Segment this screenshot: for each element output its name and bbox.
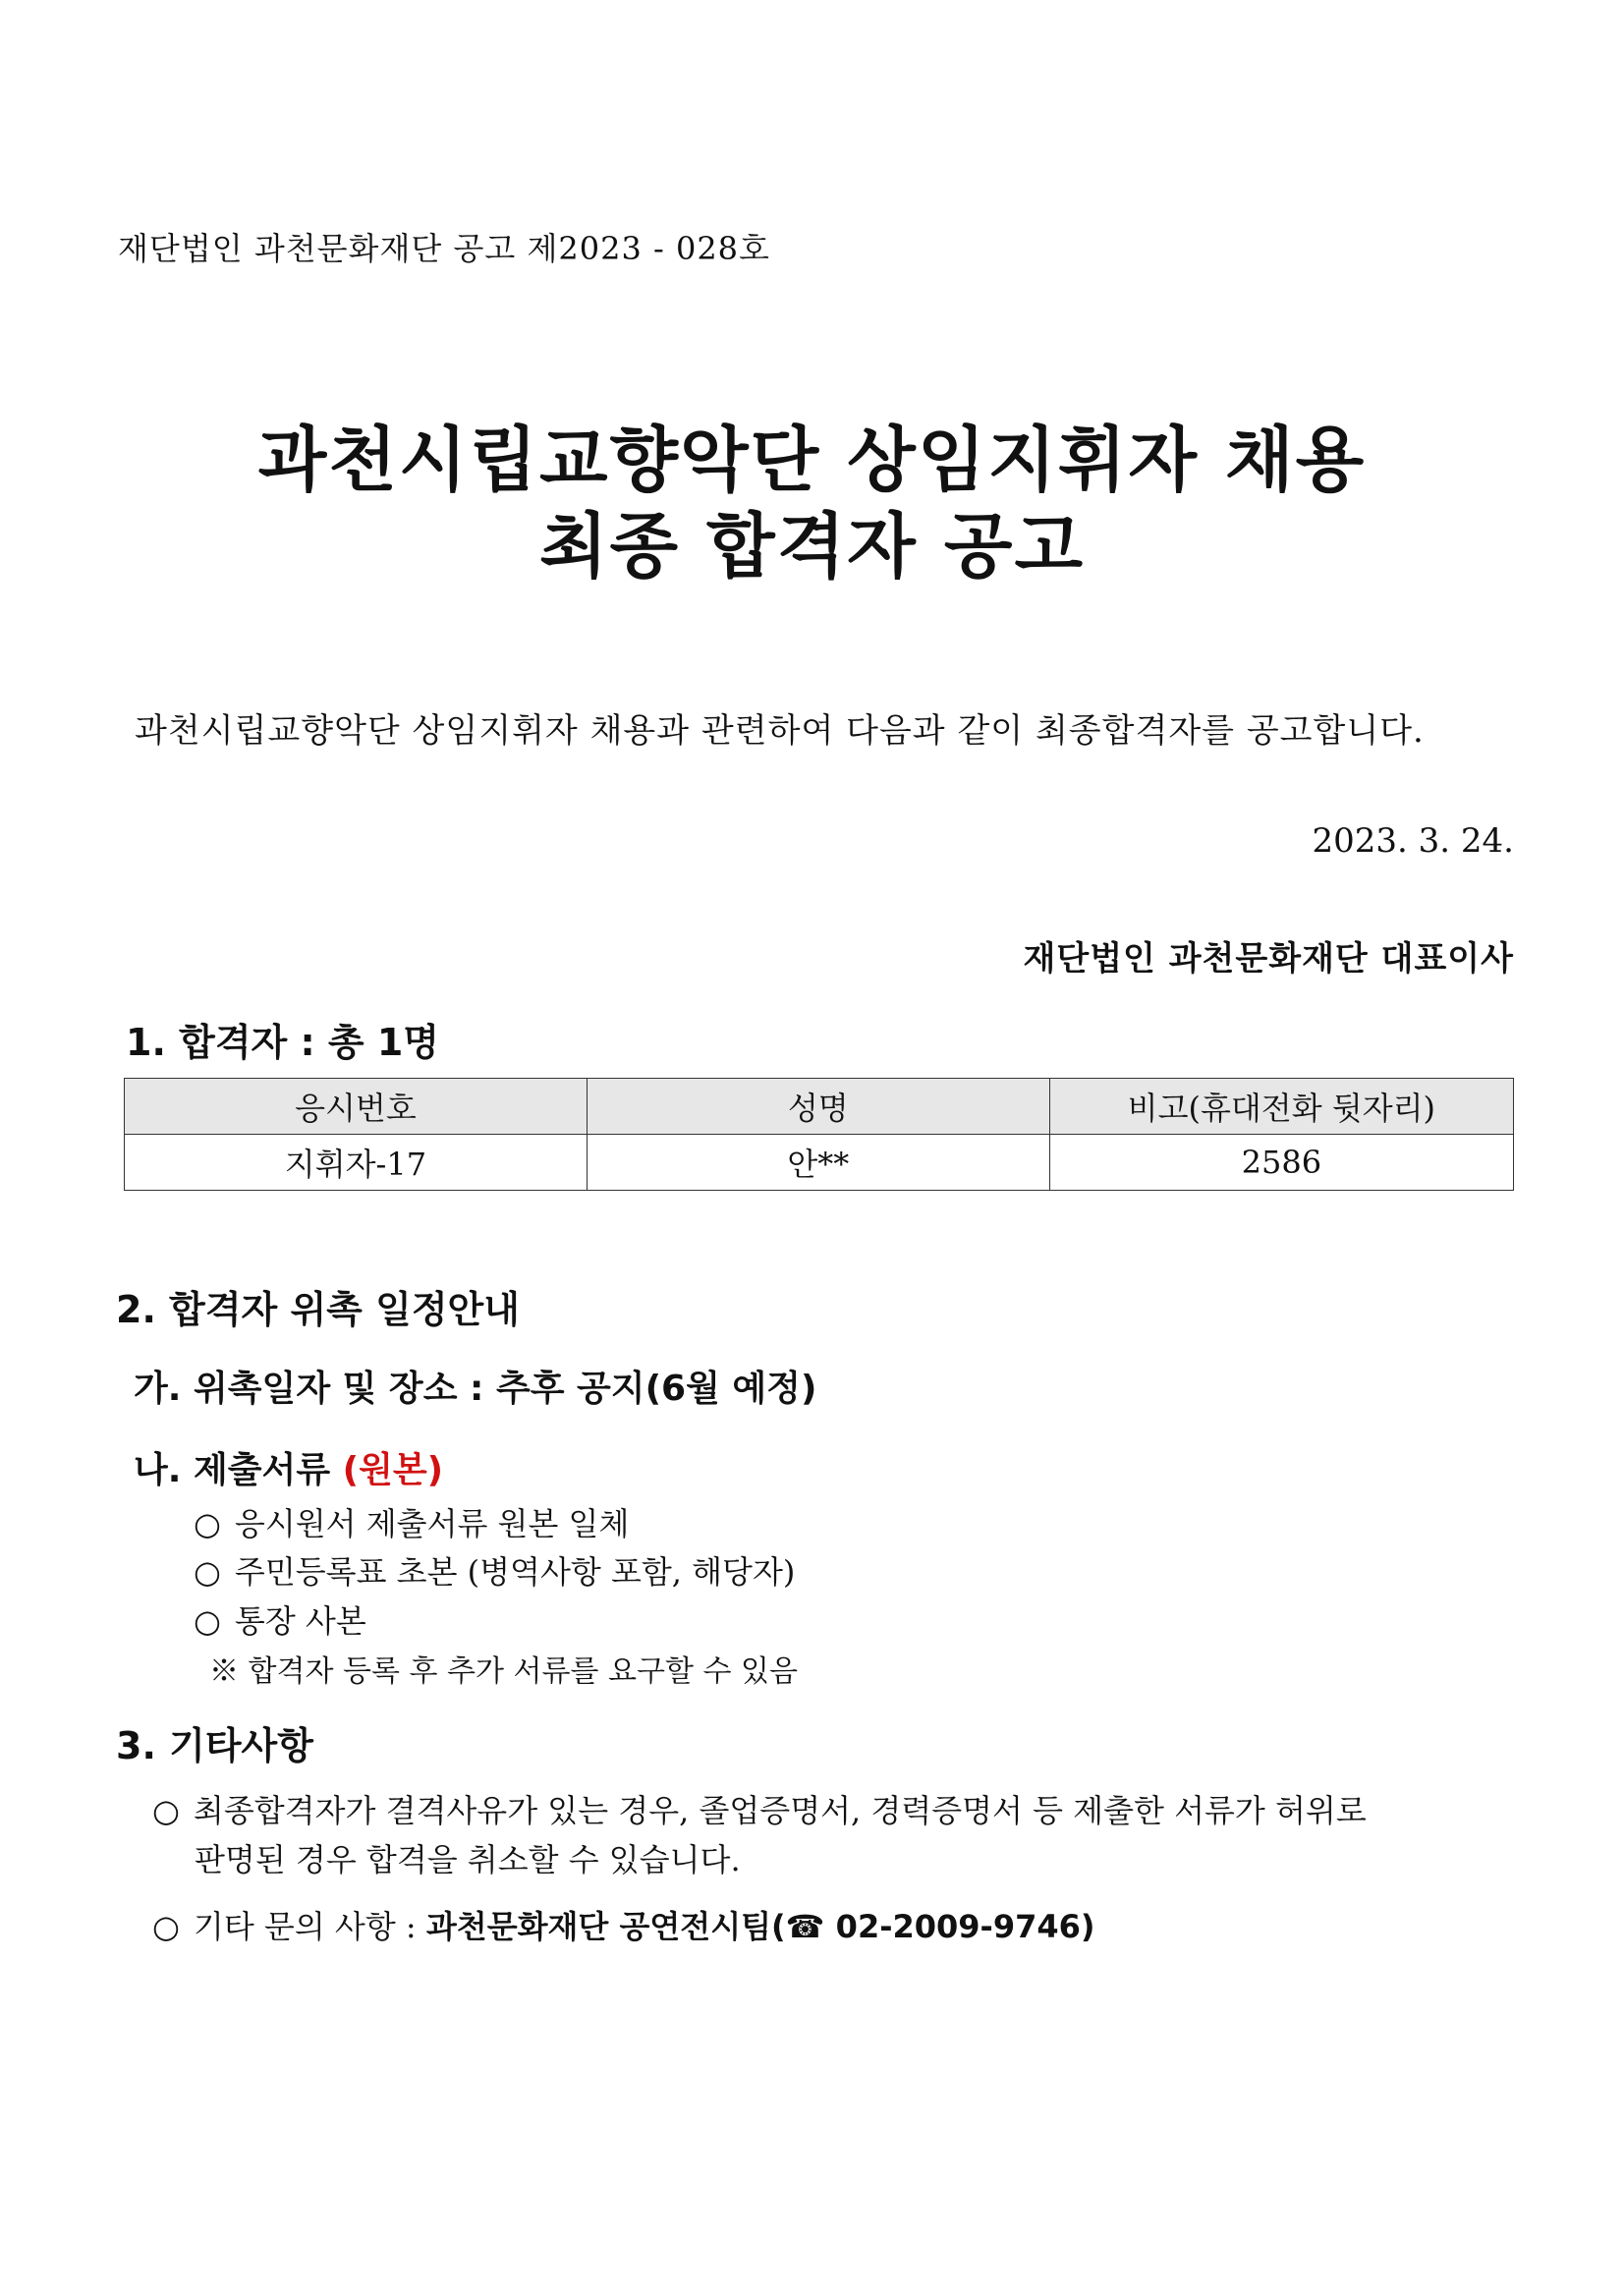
list-item-text: 응시원서 제출서류 원본 일체 xyxy=(234,1505,630,1542)
list-item-text: 주민등록표 초본 (병역사항 포함, 해당자) xyxy=(234,1553,796,1591)
circle-bullet-icon: ○ xyxy=(152,1792,180,1829)
list-item xyxy=(194,1596,366,1642)
list-item xyxy=(194,1499,629,1544)
subsection-na-label: 나. 제출서류 xyxy=(134,1450,343,1490)
circle-bullet-icon: ○ xyxy=(194,1505,221,1542)
circle-bullet-icon: ○ xyxy=(194,1602,221,1640)
circle-bullet-icon: ○ xyxy=(194,1553,221,1591)
contact-info: 과천문화재단 공연전시팀(☎ 02-2009-9746) xyxy=(425,1908,1095,1945)
notice-number: 재단법인 과천문화재단 공고 제2023 - 028호 xyxy=(118,230,770,267)
section-3-heading: 3. 기타사항 xyxy=(116,1724,313,1767)
result-table xyxy=(124,1078,1514,1191)
original-highlight: (원본) xyxy=(342,1450,444,1490)
table-cell: 지휘자-17 xyxy=(125,1135,588,1191)
announcement-date: 2023. 3. 24. xyxy=(1312,821,1514,861)
document-title-line2: 최종 합격자 공고 xyxy=(539,505,1085,588)
document-title-line1: 과천시립교향악단 상임지휘자 채용 xyxy=(257,419,1367,501)
table-header-cell: 성명 xyxy=(587,1079,1049,1135)
list-item-text: 최종합격자가 결격사유가 있는 경우, 졸업증명서, 경력증명서 등 제출한 서류가 허위로 xyxy=(193,1792,1367,1829)
subsection-na xyxy=(134,1442,443,1492)
table-header-cell: 비고(휴대전화 뒷자리) xyxy=(1049,1079,1513,1135)
intro-paragraph: 과천시립교향악단 상임지휘자 채용과 관련하여 다음과 같이 최종합격자를 공고합니다. xyxy=(135,711,1425,751)
list-item xyxy=(152,1786,1367,1831)
table-header-row xyxy=(125,1079,1514,1135)
circle-bullet-icon: ○ xyxy=(152,1908,180,1945)
table-cell: 2586 xyxy=(1049,1135,1513,1191)
list-item xyxy=(152,1902,1095,1947)
table-row xyxy=(125,1135,1514,1191)
table-cell: 안** xyxy=(587,1135,1049,1191)
section-1-heading: 1. 합격자 : 총 1명 xyxy=(126,1021,439,1064)
signer: 재단법인 과천문화재단 대표이사 xyxy=(1023,939,1514,979)
list-item-continuation: 판명된 경우 합격을 취소할 수 있습니다. xyxy=(195,1841,741,1878)
list-item xyxy=(194,1547,795,1593)
subsection-ga: 가. 위촉일자 및 장소 : 추후 공지(6월 예정) xyxy=(134,1369,817,1409)
list-item-text: 통장 사본 xyxy=(234,1602,366,1640)
contact-label: 기타 문의 사항 : xyxy=(193,1908,426,1945)
note: ※ 합격자 등록 후 추가 서류를 요구할 수 있음 xyxy=(209,1654,798,1689)
table-header-cell: 응시번호 xyxy=(125,1079,588,1135)
section-2-heading: 2. 합격자 위촉 일정안내 xyxy=(116,1288,520,1331)
